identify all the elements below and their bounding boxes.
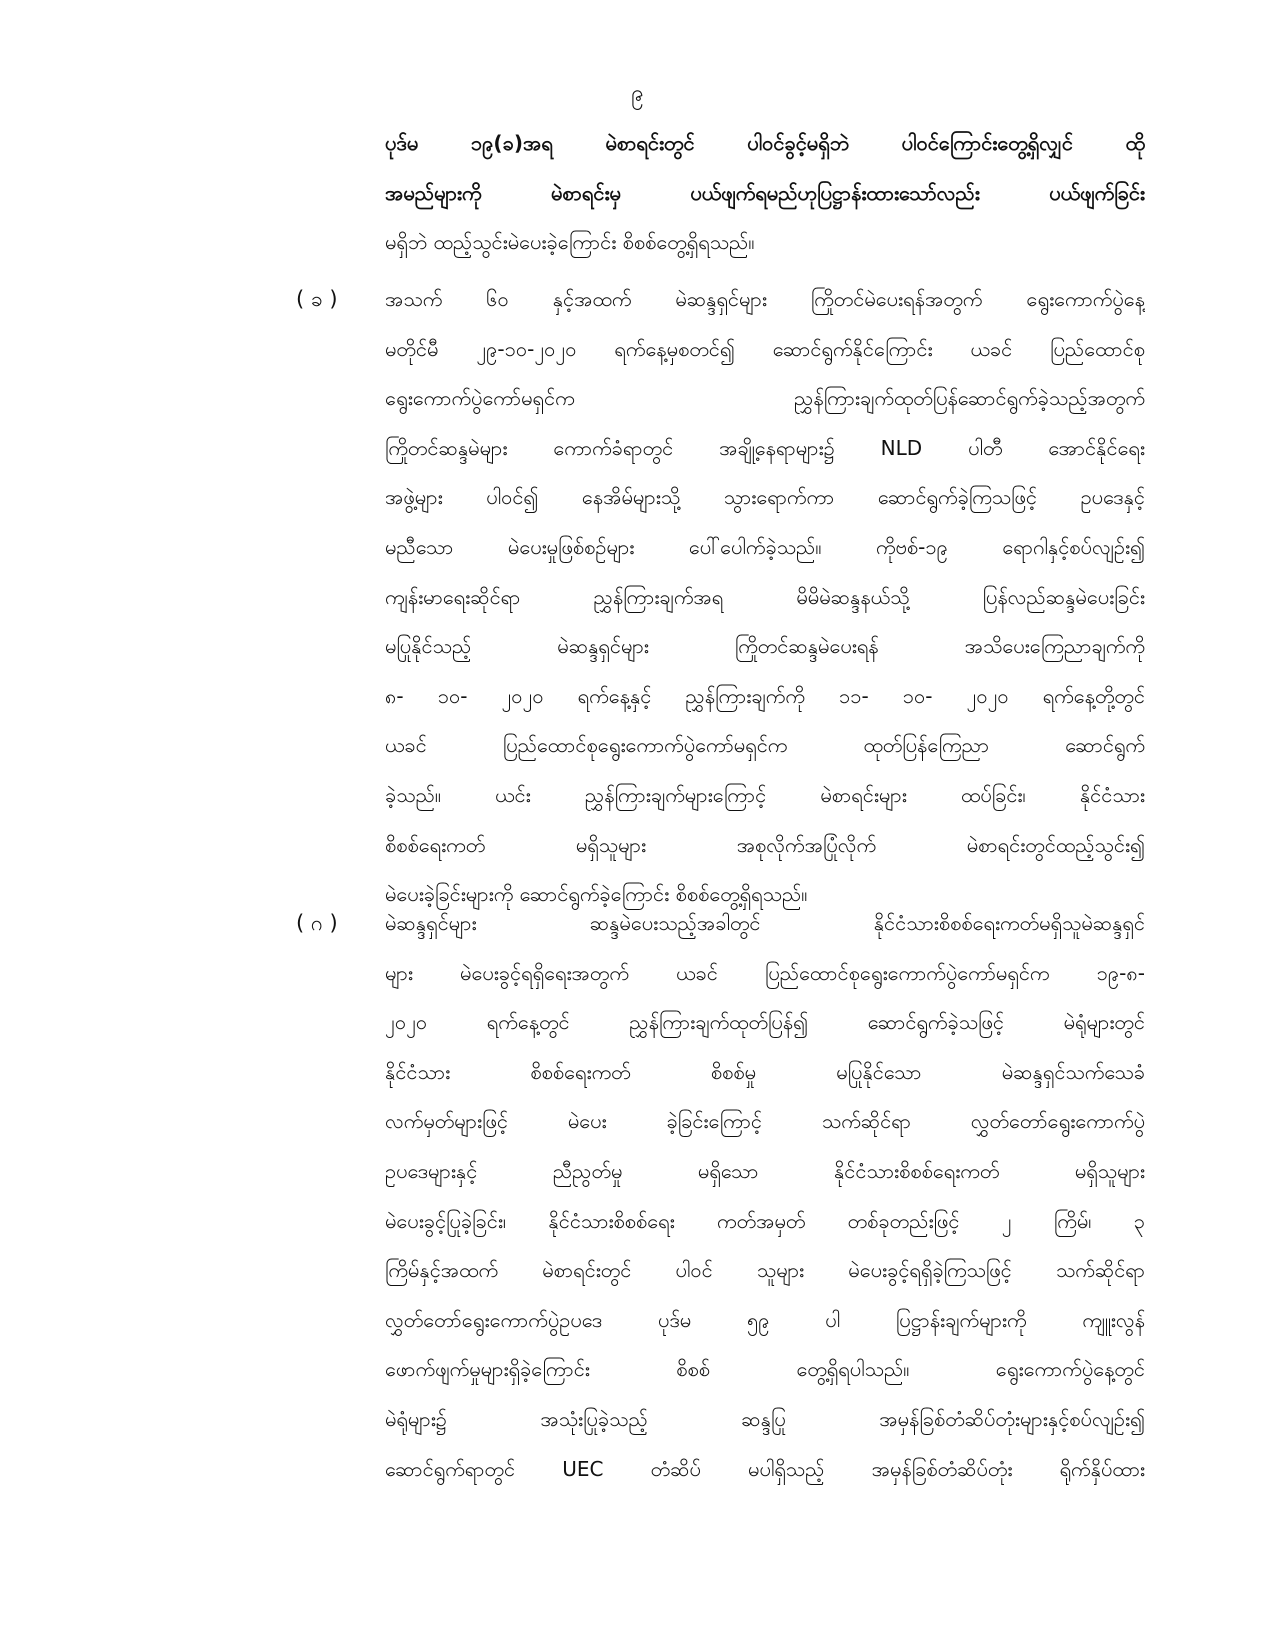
text-line: မဲရုံများ၌ အသုံးပြုခဲ့သည့် ဆန္ဒပြု အမှန်ခြစ်တံဆိပ်တုံးများနှင့်စပ်လျဉ်း၍ (385, 1406, 1145, 1431)
text-line: ဥပဒေများနှင့် ညီညွတ်မှု မရှိသော နိုင်ငံသားစိစစ်ရေးကတ် မရှိသူများ (385, 1158, 1145, 1183)
text-line: မဲပေးခဲ့ခြင်းများကို ဆောင်ရွက်ခဲ့ကြောင်း စိစစ်တွေ့ရှိရသည်။ (385, 882, 808, 907)
text-line: မဲပေးခွင့်ပြုခဲ့ခြင်း၊ နိုင်ငံသားစိစစ်ရေး ကတ်အမှတ် တစ်ခုတည်းဖြင့် ၂ ကြိမ်၊ ၃ (385, 1208, 1145, 1233)
paragraph-kha (385, 275, 1145, 920)
page-number: ၉ (631, 81, 644, 106)
text-line: ဖောက်ဖျက်မှုများရှိခဲ့ကြောင်း စိစစ် တွေ့ရှိရပါသည်။ ရွေးကောက်ပွဲနေ့တွင် (385, 1357, 1145, 1382)
paragraph-continuation (385, 119, 1145, 268)
text-line: ဆောင်ရွက်ရာတွင် UEC တံဆိပ် မပါရှိသည့် အမှန်ခြစ်တံဆိပ်တုံး ရိုက်နှိပ်ထား (385, 1456, 1145, 1481)
text-line: အသက် ၆၀ နှင့်အထက် မဲဆန္ဒရှင်များ ကြိုတင်မဲပေးရန်အတွက် ရွေးကောက်ပွဲနေ့ (385, 287, 1145, 311)
text-line: ခဲ့သည်။ ယင်း ညွှန်ကြားချက်များကြောင့် မဲစာရင်းများ ထပ်ခြင်း၊ နိုင်ငံသား (385, 782, 1145, 807)
text-line: ၂၀၂၀ ရက်နေ့တွင် ညွှန်ကြားချက်ထုတ်ပြန်၍ ဆောင်ရွက်ခဲ့သဖြင့် မဲရုံများတွင် (385, 1010, 1145, 1035)
text-line: မရှိဘဲ ထည့်သွင်းမဲပေးခဲ့ကြောင်း စိစစ်တွေ့ရှိရသည်။ (385, 230, 755, 255)
text-line: လွှတ်တော်ရွေးကောက်ပွဲဥပဒေ ပုဒ်မ ၅၉ ပါ ပြဋ္ဌာန်းချက်များကို ကျူးလွန် (385, 1307, 1145, 1332)
item-marker-ga: ( ဂ ) (296, 911, 338, 935)
text-line: အမည်များကို မဲစာရင်းမှ ပယ်ဖျက်ရမည်ဟုပြဋ္ဌာန်းထားသော်လည်း ပယ်ဖျက်ခြင်း (385, 180, 1145, 205)
text-line: များ မဲပေးခွင့်ရရှိရေးအတွက် ယခင် ပြည်ထောင်စုရွေးကောက်ပွဲကော်မရှင်က ၁၉-၈- (385, 960, 1145, 985)
paragraph-ga (385, 899, 1145, 1494)
text-line: စိစစ်ရေးကတ် မရှိသူများ အစုလိုက်အပြုံလိုက် မဲစာရင်းတွင်ထည့်သွင်း၍ (385, 832, 1145, 857)
text-line: ယခင် ပြည်ထောင်စုရွေးကောက်ပွဲကော်မရှင်က ထုတ်ပြန်ကြေညာ ဆောင်ရွက် (385, 733, 1145, 758)
text-line: ကြိမ်နှင့်အထက် မဲစာရင်းတွင် ပါဝင် သူများ မဲပေးခွင့်ရရှိခဲ့ကြသဖြင့် သက်ဆိုင်ရာ (385, 1258, 1145, 1283)
text-line: ကြိုတင်ဆန္ဒမဲများ ကောက်ခံရာတွင် အချို့နေရာများ၌ NLD ပါတီ အောင်နိုင်ရေး (385, 435, 1145, 460)
text-line: လက်မှတ်များဖြင့် မဲပေး ခဲ့ခြင်းကြောင့် သက်ဆိုင်ရာ လွှတ်တော်ရွေးကောက်ပွဲ (385, 1109, 1145, 1134)
text-line: ၈- ၁၀- ၂၀၂၀ ရက်နေ့နှင့် ညွှန်ကြားချက်ကို ၁၁- ၁၀- ၂၀၂၀ ရက်နေ့တို့တွင် (385, 683, 1145, 708)
text-line: ပုဒ်မ ၁၉(ခ)အရ မဲစာရင်းတွင် ပါဝင်ခွင့်မရှိဘဲ ပါဝင်ကြောင်းတွေ့ရှိလျှင် ထို (385, 131, 1145, 155)
text-line: မဲဆန္ဒရှင်များ ဆန္ဒမဲပေးသည့်အခါတွင် နိုင်ငံသားစိစစ်ရေးကတ်မရှိသူမဲဆန္ဒရှင် (385, 911, 1145, 935)
text-line: ရွေးကောက်ပွဲကော်မရှင်က ညွှန်ကြားချက်ထုတ်ပြန်ဆောင်ရွက်ခဲ့သည့်အတွက် (385, 386, 1145, 411)
text-line: နိုင်ငံသား စိစစ်ရေးကတ် စိစစ်မှု မပြုနိုင်သော မဲဆန္ဒရှင်သက်သေခံ (385, 1059, 1145, 1084)
text-line: မပြုနိုင်သည့် မဲဆန္ဒရှင်များ ကြိုတင်ဆန္ဒမဲပေးရန် အသိပေးကြေညာချက်ကို (385, 634, 1145, 659)
item-marker-kha: ( ခ ) (296, 287, 338, 311)
text-line: အဖွဲ့များ ပါဝင်၍ နေအိမ်များသို့ သွားရောက်ကာ ဆောင်ရွက်ခဲ့ကြသဖြင့် ဥပဒေနှင့် (385, 485, 1145, 510)
text-line: မညီသော မဲပေးမှုဖြစ်စဉ်များ ပေါ်ပေါက်ခဲ့သည်။ ကိုဗစ်-၁၉ ရောဂါနှင့်စပ်လျဉ်း၍ (385, 534, 1145, 559)
text-line: ကျန်းမာရေးဆိုင်ရာ ညွှန်ကြားချက်အရ မိမိမဲဆန္ဒနယ်သို့ ပြန်လည်ဆန္ဒမဲပေးခြင်း (385, 584, 1145, 609)
text-line: မတိုင်မီ ၂၉-၁၀-၂၀၂၀ ရက်နေ့မှစတင်၍ ဆောင်ရွက်နိုင်ကြောင်း ယခင် ပြည်ထောင်စု (385, 336, 1145, 361)
